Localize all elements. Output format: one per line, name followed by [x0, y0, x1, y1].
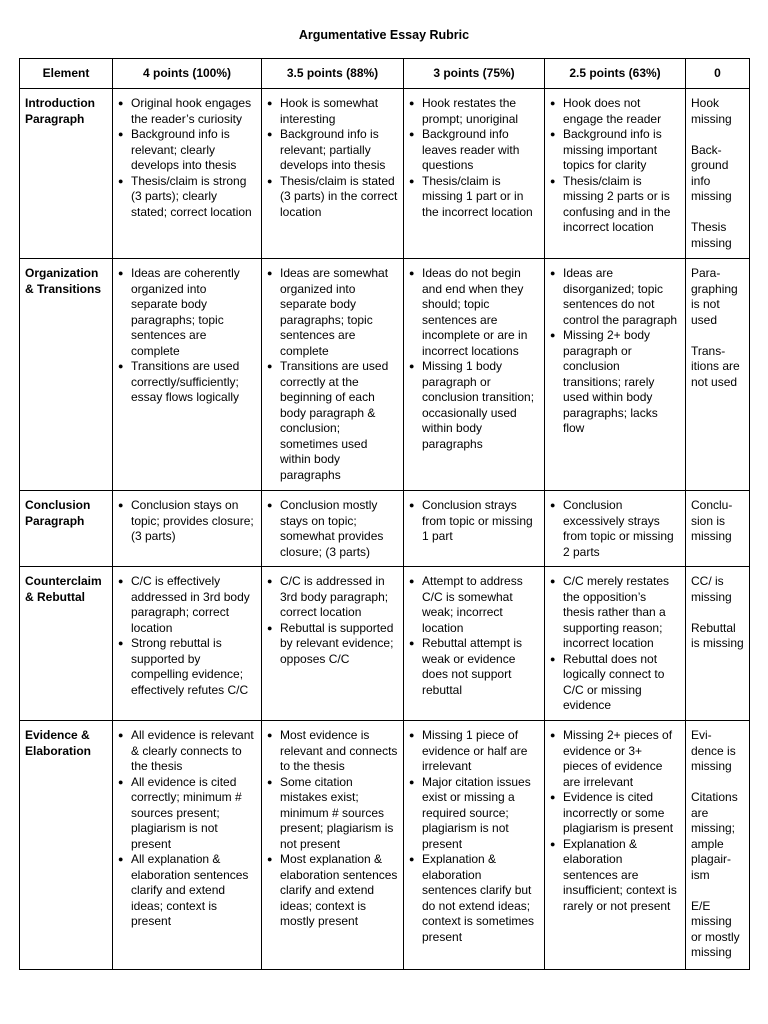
element-cell: Introduction Paragraph — [20, 89, 113, 259]
header-3-5-points: 3.5 points (88%) — [262, 59, 404, 89]
criterion-item: ● C/C is addressed in 3rd body paragraph; correct location — [267, 574, 398, 621]
criterion-item: ● Thesis/claim is strong (3 parts); clearly stated; correct location — [118, 174, 256, 221]
table-row — [20, 259, 750, 491]
criterion-item: ● Explanation & elaboration sentences clarify but do not extend ideas; context is sometimes present — [409, 852, 539, 945]
criteria-cell-2-5 — [545, 491, 686, 567]
criteria-cell-4 — [113, 491, 262, 567]
criteria-cell-3-5 — [262, 567, 404, 721]
criterion-item: ● Attempt to address C/C is somewhat weak; incorrect location — [409, 574, 539, 636]
criterion-item: ● Rebuttal does not logically connect to C/C or missing evidence — [550, 652, 680, 714]
criterion-item: ● Ideas do not begin and end when they should; topic sentences are incomplete or are in incorrect locations — [409, 266, 539, 359]
criterion-item: ● C/C merely restates the opposition’s thesis rather than a supporting reason; incorrect location — [550, 574, 680, 652]
criterion-item: ● Transitions are used correctly at the beginning of each body paragraph & conclusion; sometimes used within body paragraphs — [267, 359, 398, 483]
criterion-item: ● Hook is somewhat interesting — [267, 96, 398, 127]
criterion-item: ● Rebuttal is supported by relevant evidence; opposes C/C — [267, 621, 398, 668]
criterion-item: ● Conclusion strays from topic or missing 1 part — [409, 498, 539, 545]
element-cell: Organization & Transitions — [20, 259, 113, 491]
criteria-cell-3 — [404, 567, 545, 721]
criteria-cell-3 — [404, 89, 545, 259]
element-cell: Conclusion Paragraph — [20, 491, 113, 567]
criterion-item: ● All explanation & elaboration sentences clarify and extend ideas; context is present — [118, 852, 256, 930]
criteria-cell-3-5 — [262, 89, 404, 259]
criteria-cell-3 — [404, 491, 545, 567]
criterion-item: ● Most explanation & elaboration sentences clarify and extend ideas; context is mostly present — [267, 852, 398, 930]
criterion-item: ● Background info is relevant; clearly develops into thesis — [118, 127, 256, 174]
criterion-item: ● Conclusion stays on topic; provides closure; (3 parts) — [118, 498, 256, 545]
criterion-item: ● Ideas are somewhat organized into separate body paragraphs; topic sentences are complete — [267, 266, 398, 359]
criterion-item: ● Hook restates the prompt; unoriginal — [409, 96, 539, 127]
criteria-cell-4 — [113, 89, 262, 259]
criterion-item: ● Conclusion mostly stays on topic; somewhat provides closure; (3 parts) — [267, 498, 398, 560]
header-3-points: 3 points (75%) — [404, 59, 545, 89]
criterion-item: ● Ideas are disorganized; topic sentences do not control the paragraph — [550, 266, 680, 328]
criteria-cell-3 — [404, 721, 545, 970]
criterion-item: ● Rebuttal attempt is weak or evidence does not support rebuttal — [409, 636, 539, 698]
criteria-cell-2-5 — [545, 259, 686, 491]
criterion-item: ● All evidence is cited correctly; minimum # sources present; plagiarism is not present — [118, 775, 256, 853]
criterion-item: ● Missing 1 piece of evidence or half are irrelevant — [409, 728, 539, 775]
criterion-item: ● Background info leaves reader with questions — [409, 127, 539, 174]
criterion-item: ● C/C is effectively addressed in 3rd body paragraph; correct location — [118, 574, 256, 636]
table-row — [20, 491, 750, 567]
rubric-table — [19, 58, 750, 970]
criterion-item: ● Explanation & elaboration sentences are insufficient; context is rarely or not present — [550, 837, 680, 915]
criterion-item: ● Transitions are used correctly/sufficiently; essay flows logically — [118, 359, 256, 406]
criteria-cell-2-5 — [545, 89, 686, 259]
header-2-5-points: 2.5 points (63%) — [545, 59, 686, 89]
criteria-cell-3-5 — [262, 259, 404, 491]
criterion-item: ● Strong rebuttal is supported by compelling evidence; effectively refutes C/C — [118, 636, 256, 698]
element-cell: Counterclaim & Rebuttal — [20, 567, 113, 721]
criterion-item: ● Some citation mistakes exist; minimum # sources present; plagiarism is not present — [267, 775, 398, 853]
header-row — [20, 59, 750, 89]
criterion-item: ● Thesis/claim is missing 2 parts or is confusing and in the incorrect location — [550, 174, 680, 236]
criteria-cell-2-5 — [545, 567, 686, 721]
criteria-cell-4 — [113, 567, 262, 721]
header-element: Element — [20, 59, 113, 89]
criteria-cell-0: CC/ is missing Rebuttal is missing — [686, 567, 750, 721]
criterion-item: ● Conclusion excessively strays from topic or missing 2 parts — [550, 498, 680, 560]
criteria-cell-4 — [113, 721, 262, 970]
header-0-points: 0 — [686, 59, 750, 89]
criteria-cell-0: Conclu-sion is missing — [686, 491, 750, 567]
criterion-item: ● Major citation issues exist or missing a required source; plagiarism is not present — [409, 775, 539, 853]
table-row — [20, 89, 750, 259]
criteria-cell-3 — [404, 259, 545, 491]
criteria-cell-2-5 — [545, 721, 686, 970]
criterion-item: ● Background info is missing important topics for clarity — [550, 127, 680, 174]
criterion-item: ● Evidence is cited incorrectly or some plagiarism is present — [550, 790, 680, 837]
criterion-item: ● Missing 2+ body paragraph or conclusion transitions; rarely used within body paragraphs; lacks flow — [550, 328, 680, 437]
page-title: Argumentative Essay Rubric — [298, 28, 470, 42]
table-row — [20, 567, 750, 721]
element-cell: Evidence & Elaboration — [20, 721, 113, 970]
criteria-cell-3-5 — [262, 721, 404, 970]
criterion-item: ● Background info is relevant; partially develops into thesis — [267, 127, 398, 174]
criterion-item: ● Original hook engages the reader’s curiosity — [118, 96, 256, 127]
table-row — [20, 721, 750, 970]
criteria-cell-4 — [113, 259, 262, 491]
criterion-item: ● Most evidence is relevant and connects to the thesis — [267, 728, 398, 775]
criteria-cell-3-5 — [262, 491, 404, 567]
criterion-item: ● Thesis/claim is stated (3 parts) in the correct location — [267, 174, 398, 221]
criterion-item: ● Ideas are coherently organized into separate body paragraphs; topic sentences are complete — [118, 266, 256, 359]
header-4-points: 4 points (100%) — [113, 59, 262, 89]
criterion-item: ● Thesis/claim is missing 1 part or in the incorrect location — [409, 174, 539, 221]
criteria-cell-0: Evi-dence is missing Citations are missing; ample plagair-ism E/E missing or mostly missing — [686, 721, 750, 970]
criterion-item: ● Missing 1 body paragraph or conclusion transition; occasionally used within body paragraphs — [409, 359, 539, 452]
criterion-item: ● Missing 2+ pieces of evidence or 3+ pieces of evidence are irrelevant — [550, 728, 680, 790]
criterion-item: ● All evidence is relevant & clearly connects to the thesis — [118, 728, 256, 775]
criteria-cell-0: Hook missing Back-ground info missing Thesis missing — [686, 89, 750, 259]
criterion-item: ● Hook does not engage the reader — [550, 96, 680, 127]
criteria-cell-0: Para-graphing is not used Trans-itions are not used — [686, 259, 750, 491]
